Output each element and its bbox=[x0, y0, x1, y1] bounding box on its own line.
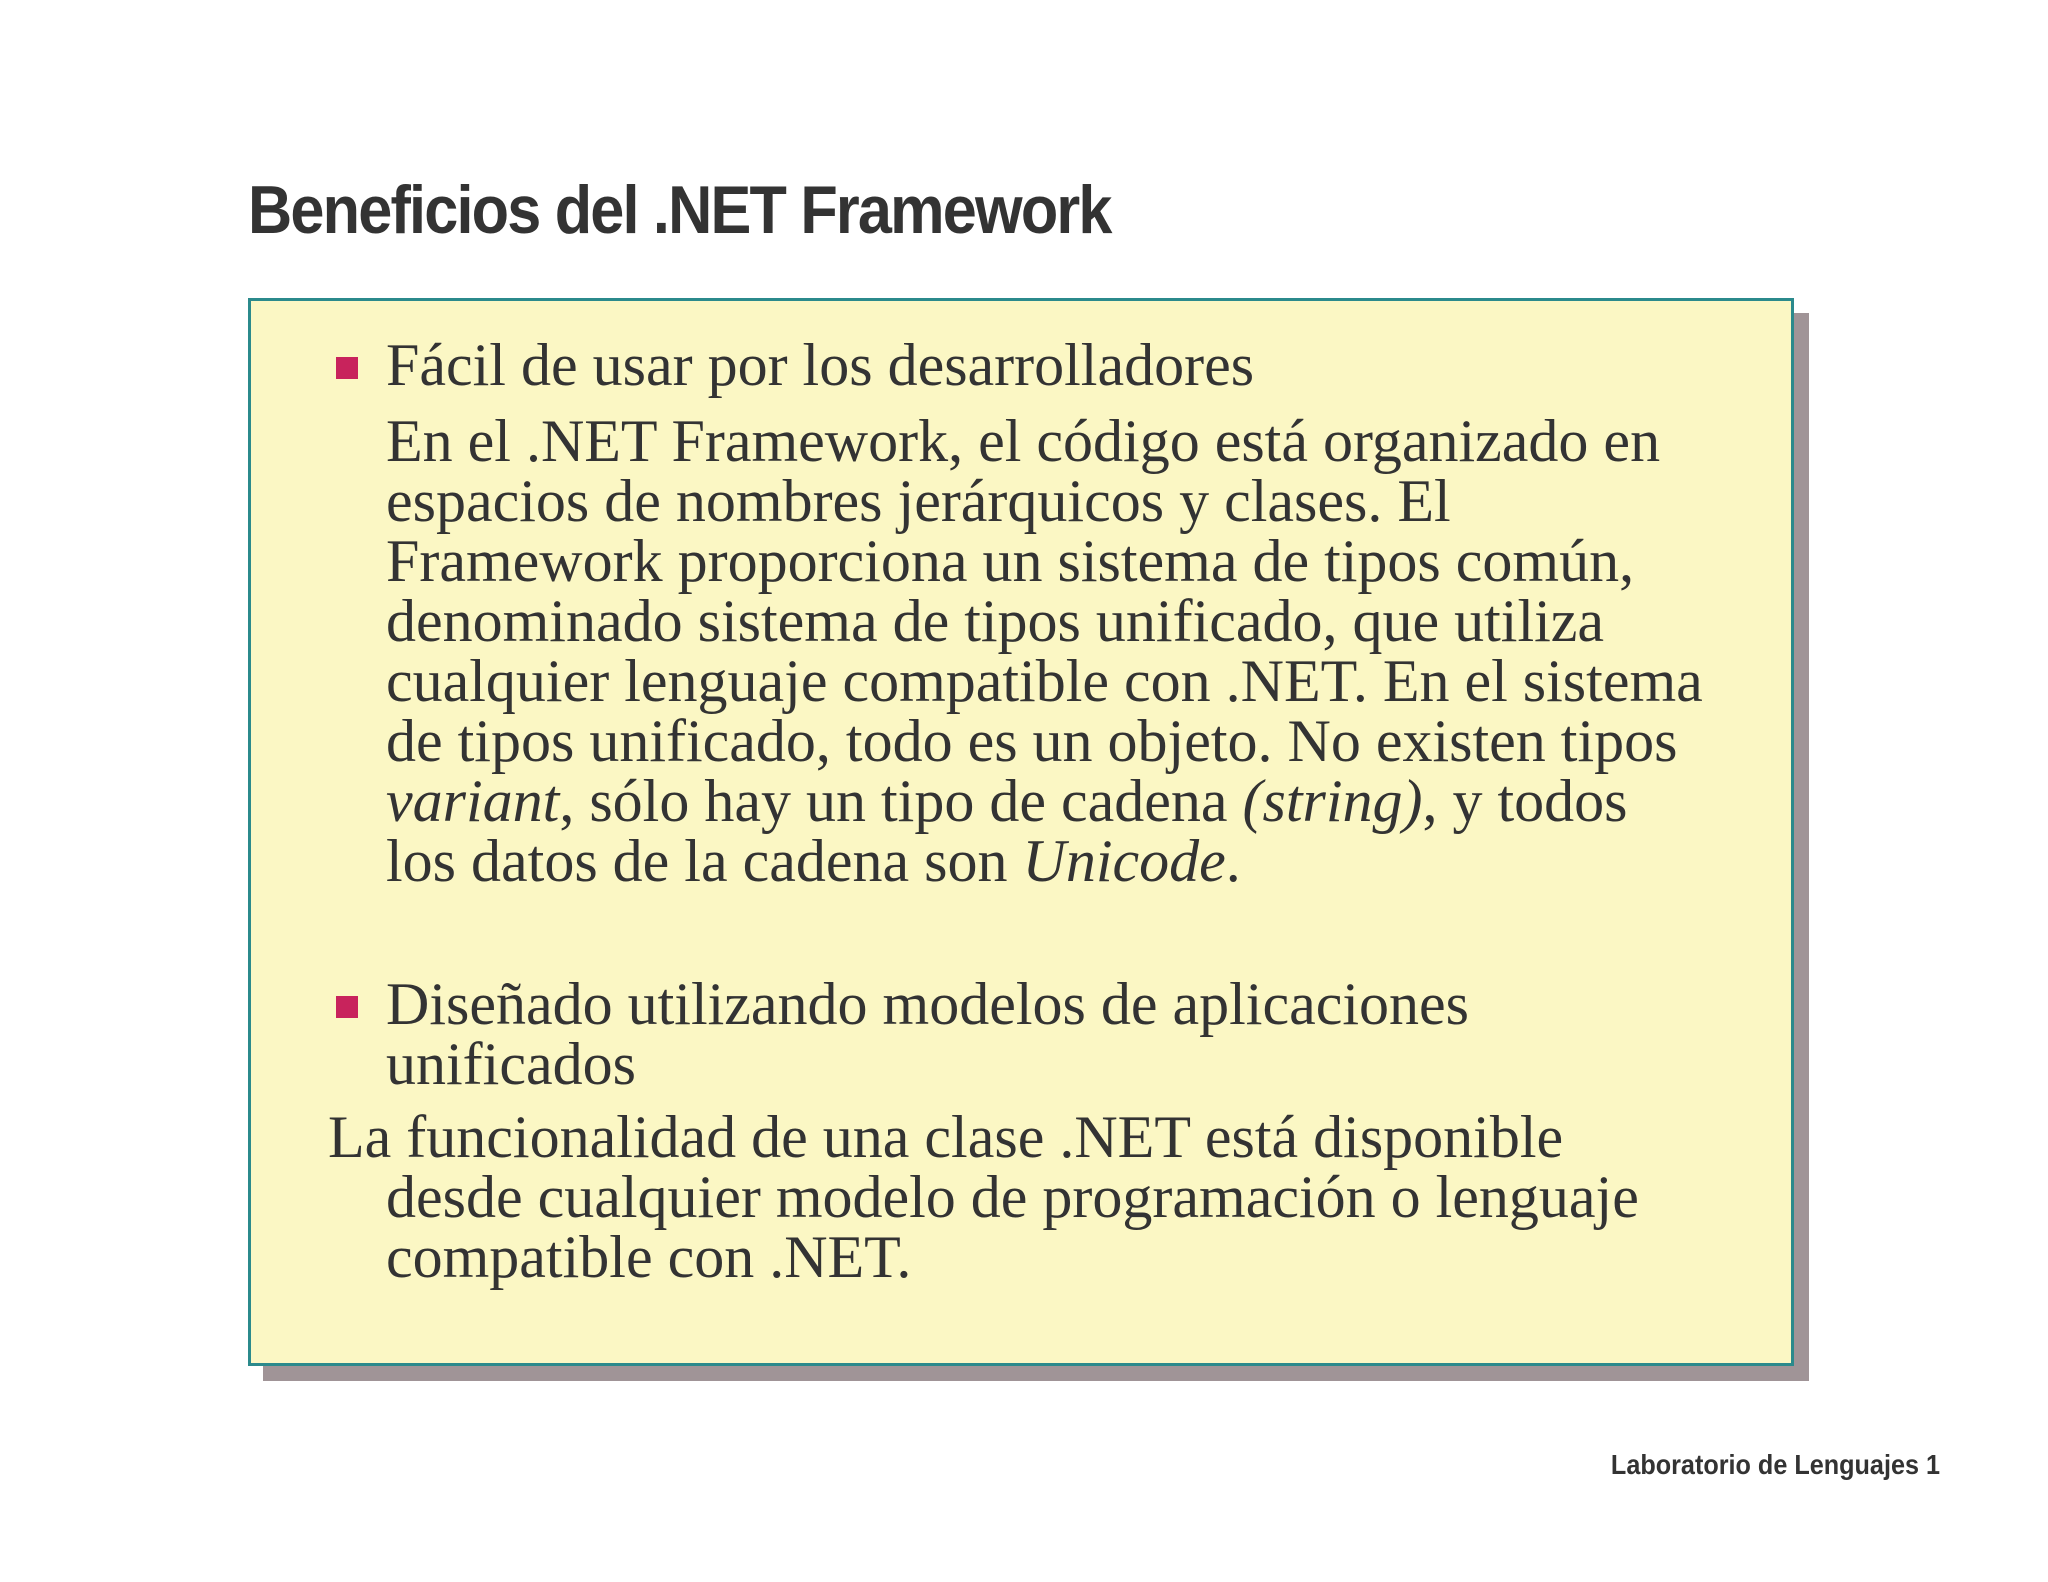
body-line bbox=[386, 828, 1703, 894]
body-line bbox=[386, 768, 1703, 834]
heading-line: Diseñado utilizando modelos de aplicaciones bbox=[386, 971, 1470, 1037]
heading-line: unificados bbox=[386, 1031, 636, 1097]
body-text: , y todos bbox=[1422, 768, 1628, 834]
bullet-heading bbox=[386, 971, 1470, 1097]
italic-term: Unicode bbox=[1022, 828, 1226, 894]
body-line: En el .NET Framework, el código está organizado en bbox=[386, 408, 1661, 474]
body-line: cualquier lenguaje compatible con .NET. En el sistema bbox=[386, 648, 1703, 714]
panel-content bbox=[251, 301, 1791, 1363]
bullet-heading: Fácil de usar por los desarrolladores bbox=[386, 332, 1255, 398]
bullet-2-body bbox=[328, 1104, 1639, 1290]
body-text: . bbox=[1225, 828, 1241, 894]
body-text: los datos de la cadena son bbox=[386, 828, 1023, 894]
body-line: compatible con .NET. bbox=[386, 1224, 912, 1290]
body-line: Framework proporciona un sistema de tipos común, bbox=[386, 528, 1635, 594]
body-line: denominado sistema de tipos unificado, que utiliza bbox=[386, 588, 1605, 654]
slide-footer: Laboratorio de Lenguajes 1 bbox=[1610, 1449, 1940, 1480]
body-line: La funcionalidad de una clase .NET está disponible bbox=[328, 1104, 1564, 1170]
body-line: desde cualquier modelo de programación o lenguaje bbox=[386, 1164, 1639, 1230]
bullet-marker bbox=[336, 996, 358, 1018]
body-line: de tipos unificado, todo es un objeto. No existen tipos bbox=[386, 708, 1678, 774]
slide-title: Beneficios del .NET Framework bbox=[248, 172, 1111, 248]
body-text: , sólo hay un tipo de cadena bbox=[559, 768, 1243, 834]
content-panel bbox=[248, 298, 1794, 1366]
italic-term: variant bbox=[386, 768, 560, 834]
bullet-1-body bbox=[386, 408, 1703, 894]
body-line: espacios de nombres jerárquicos y clases. El bbox=[386, 468, 1451, 534]
italic-term: (string) bbox=[1242, 768, 1423, 834]
bullet-marker bbox=[336, 357, 358, 379]
